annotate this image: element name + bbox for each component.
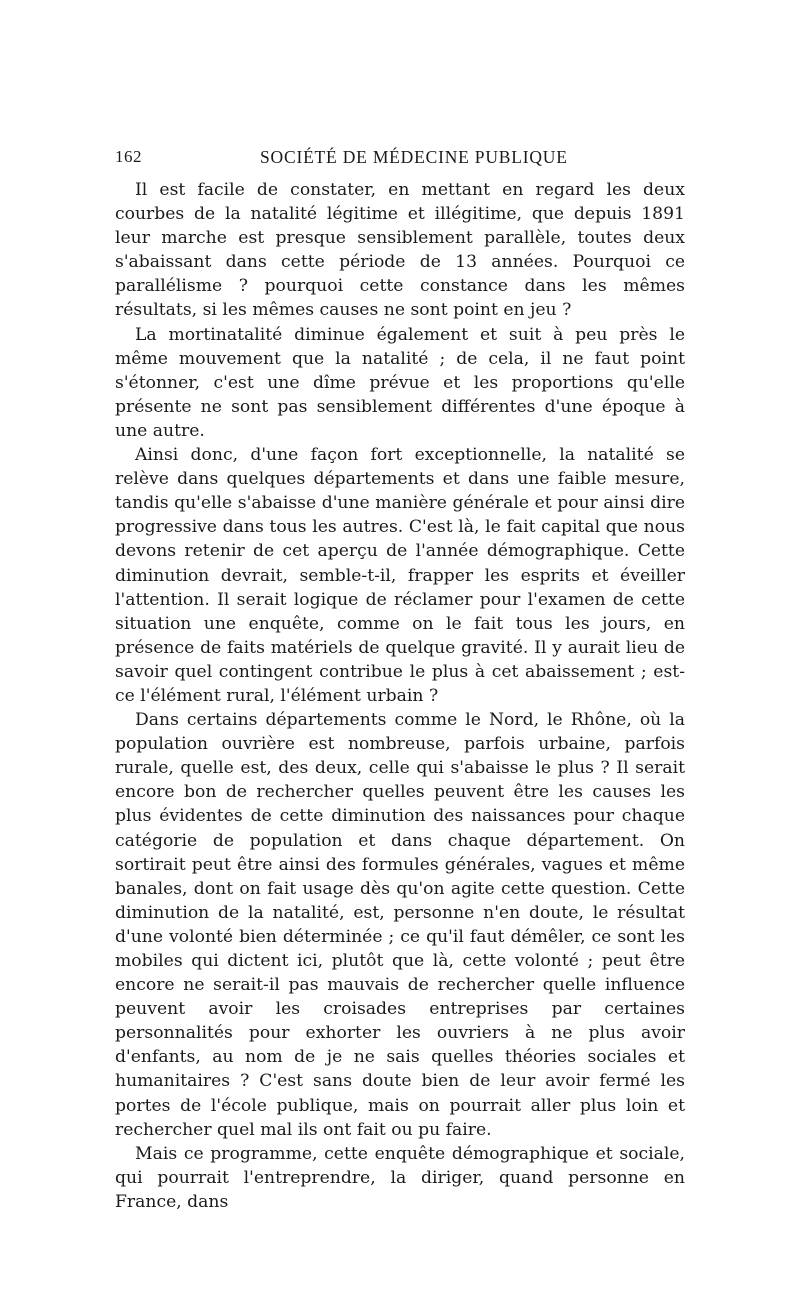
paragraph-4: Dans certains départements comme le Nord, le Rhône, où la population ouvrière est nombreuse, parfois urbaine, parfois rurale, quelle est, des deux, celle qui s'abaisse le plus ? Il serait encore bon de rechercher quelles peuvent être les causes les plus évidentes de cette diminution des naissances pour chaque catégorie de population et dans chaque département. On sortirait peut être ainsi des formules générales, vagues et même banales, dont on fait usage dès qu'on agite cette question. Cette diminution de la natalité, est, personne n'en doute, le résultat d'une volonté bien déterminée ; ce qu'il faut démêler, ce sont les mobiles qui dictent ici, plutôt que là, cette volonté ; peut être encore ne serait-il pas mauvais de rechercher quelle influence peuvent avoir les croisades entreprises par certaines personnalités pour exhorter les ouvriers à ne plus avoir d'enfants, au nom de je ne sais quelles théories sociales et humanitaires ? C'est sans doute bien de leur avoir fermé les portes de l'école publique, mais on pourrait aller plus loin et rechercher quel mal ils ont fait ou pu faire. [115,710,685,1140]
paragraph-5: Mais ce programme, cette enquête démographique et sociale, qui pourrait l'entreprendre, la diriger, quand personne en France, dans [115,1143,685,1212]
running-title: SOCIÉTÉ DE MÉDECINE PUBLIQUE [260,147,568,167]
paragraph-3: Ainsi donc, d'une façon fort exceptionnelle, la natalité se relève dans quelques départements et dans une faible mesure, tandis qu'elle s'abaisse d'une manière générale et pour ainsi dire progressive dans tous les autres. C'est là, le fait capital que nous devons retenir de cet aperçu de l'année démographique. Cette diminution devrait, semble-t-il, frapper les esprits et éveiller l'attention. Il serait logique de réclamer pour l'examen de cette situation une enquête, comme on le fait tous les jours, en présence de faits matériels de quelque gravité. Il y aurait lieu de savoir quel contingent contribue le plus à cet abaissement ; est-ce l'élément rural, l'élément urbain ? [115,445,685,706]
page-header [115,147,685,171]
page-number: 162 [115,147,142,166]
paragraph-1: Il est facile de constater, en mettant en regard les deux courbes de la natalité légitime et illégitime, que depuis 1891 leur marche est presque sensiblement parallèle, toutes deux s'abaissant dans cette période de 13 années. Pourquoi ce parallélisme ? pourquoi cette constance dans les mêmes résultats, si les mêmes causes ne sont point en jeu ? [115,180,685,321]
paragraph-2: La mortinatalité diminue également et suit à peu près le même mouvement que la natalité ; de cela, il ne faut point s'étonner, c'est une dîme prévue et les proportions qu'elle présente ne sont pas sensiblement différentes d'une époque à une autre. [115,324,685,441]
body-text [115,178,685,1214]
